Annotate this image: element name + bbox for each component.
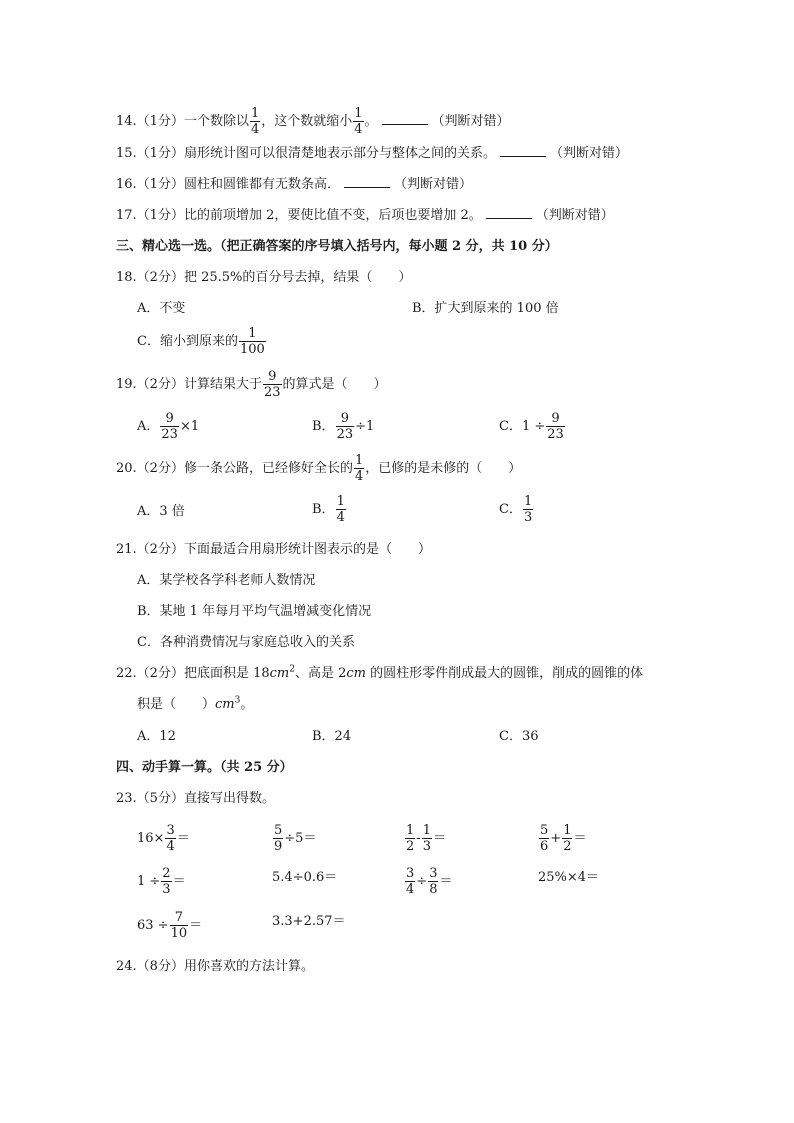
- q19-c-label: C．1 ÷: [499, 419, 546, 434]
- q18-option-a[interactable]: A．不变: [137, 301, 186, 316]
- q23-e4-op: +: [550, 831, 562, 846]
- q22-option-a[interactable]: A．12: [137, 729, 176, 744]
- q21-option-c[interactable]: C．各种消费情况与家庭总收入的关系: [137, 635, 355, 650]
- q19-b-label: B．: [312, 419, 335, 434]
- q19-stem-fraction: $\frac{9}{23}$: [263, 369, 281, 400]
- question-19-stem: [116, 369, 387, 400]
- question-22-line-2: [137, 695, 253, 715]
- q23-e3-op: -: [416, 831, 421, 846]
- q20-option-c[interactable]: [499, 494, 534, 525]
- q23-e5-fraction: $\frac{2}{3}$: [162, 866, 171, 897]
- section-3-heading: 三、精心选一选。（把正确答案的序号填入括号内，每小题 2 分，共 10 分）: [116, 239, 558, 254]
- q22-exp-3: 3: [234, 695, 241, 706]
- q23-expr-6: 5.4÷0.6＝: [272, 870, 338, 885]
- q23-e7-fraction-1: $\frac{3}{4}$: [406, 866, 415, 897]
- q23-e2-post: ÷5＝: [284, 831, 317, 846]
- q20-option-b[interactable]: [312, 494, 347, 525]
- q14-answer-blank[interactable]: [382, 112, 428, 125]
- q23-e4-fraction-2: $\frac{1}{2}$: [563, 823, 572, 854]
- q22-line1-pre: 22.（2分）把底面积是 18: [116, 666, 270, 681]
- q15-answer-blank[interactable]: [500, 144, 546, 157]
- q23-expr-10: 3.3+2.57＝: [272, 914, 346, 929]
- question-20-stem: [116, 453, 521, 484]
- question-23-stem: 23.（5分）直接写出得数。: [116, 791, 275, 806]
- q22-option-b[interactable]: B．24: [312, 729, 352, 744]
- q22-line2-pre: 积是（ ）: [137, 697, 216, 712]
- question-16: [116, 175, 472, 195]
- q20-stem-fraction: $\frac{1}{4}$: [354, 453, 364, 484]
- q14-fraction-2: $\frac{1}{4}$: [354, 106, 363, 137]
- q19-stem-pre: 19.（2分）计算结果大于: [116, 377, 262, 392]
- q23-e7-op: ÷: [416, 874, 428, 889]
- q19-stem-post: 的算式是（ ）: [282, 377, 387, 392]
- question-18-stem: 18.（2分）把 25.5%的百分号去掉，结果（ ）: [116, 270, 412, 285]
- q23-expr-4: [538, 823, 586, 854]
- question-22-line-1: [116, 664, 643, 684]
- q20-b-fraction: $\frac{1}{4}$: [336, 494, 345, 525]
- q16-answer-blank[interactable]: [344, 175, 390, 188]
- q22-exp-2: 2: [289, 664, 295, 675]
- question-24-stem: 24.（8分）用你喜欢的方法计算。: [116, 959, 314, 974]
- q23-e1-pre: 16×: [137, 831, 165, 846]
- q23-e3-eq: ＝: [432, 831, 446, 846]
- q23-expr-1: [137, 823, 190, 854]
- q14-text-pre: 14.（1分）一个数除以: [116, 114, 249, 129]
- q23-e9-pre: 63 ÷: [137, 918, 169, 933]
- q18-option-c-fraction: $\frac{1}{100}$: [239, 326, 265, 357]
- q21-option-a[interactable]: A．某学校各学科老师人数情况: [137, 573, 316, 588]
- q23-expr-3: [404, 823, 446, 854]
- q23-e9-fraction: $\frac{7}{10}$: [170, 910, 188, 941]
- q20-stem-pre: 20.（2分）修一条公路，已经修好全长的: [116, 461, 353, 476]
- q19-option-a[interactable]: [137, 411, 199, 442]
- q23-e3-fraction-2: $\frac{1}{3}$: [422, 823, 431, 854]
- q22-unit-cm: cm: [269, 666, 290, 681]
- q17-judge-label: （判断对错）: [535, 208, 614, 223]
- q19-option-b[interactable]: [312, 411, 374, 442]
- q22-line1-mid: 、高是 2: [294, 666, 347, 681]
- q16-text: 16.（1分）圆柱和圆锥都有无数条高．: [116, 177, 340, 192]
- q23-e7-eq: ＝: [439, 874, 453, 889]
- q23-expr-7: [404, 866, 452, 897]
- q14-text-mid: ，这个数就缩小: [261, 114, 353, 129]
- q23-e1-eq: ＝: [176, 831, 190, 846]
- q23-e4-fraction-1: $\frac{5}{6}$: [540, 823, 549, 854]
- q20-c-label: C．: [499, 502, 522, 517]
- q15-text: 15.（1分）扇形统计图可以很清楚地表示部分与整体之间的关系。: [116, 146, 496, 161]
- q14-fraction-1: $\frac{1}{4}$: [250, 106, 260, 137]
- q18-option-c-label: C．缩小到原来的: [137, 334, 238, 349]
- q21-option-b[interactable]: B．某地 1 年每月平均气温增减变化情况: [137, 604, 372, 619]
- q18-option-b[interactable]: B．扩大到原来的 100 倍: [412, 301, 559, 316]
- q23-expr-5: [137, 866, 186, 897]
- section-4-heading: 四、动手算一算。（共 25 分）: [116, 760, 293, 775]
- q22-unit-cm-2: cm: [346, 666, 366, 681]
- q23-e3-fraction-1: $\frac{1}{2}$: [406, 823, 415, 854]
- q23-expr-2: [272, 823, 316, 854]
- q19-b-fraction: $\frac{9}{23}$: [336, 411, 354, 442]
- q22-line2-post: 。: [240, 697, 254, 712]
- question-14: [116, 106, 510, 137]
- q23-e5-eq: ＝: [172, 874, 186, 889]
- q23-expr-8: 25%×4＝: [538, 870, 600, 885]
- q20-c-fraction: $\frac{1}{3}$: [523, 494, 533, 525]
- q23-expr-9: [137, 910, 202, 941]
- q17-text: 17.（1分）比的前项增加 2，要使比值不变，后项也要增加 2。: [116, 208, 482, 223]
- q20-option-a[interactable]: A．3 倍: [137, 504, 185, 519]
- q23-e9-eq: ＝: [189, 918, 203, 933]
- q22-line1-post: 的圆柱形零件削成最大的圆锥，削成的圆锥的体: [365, 666, 644, 681]
- question-21-stem: 21.（2分）下面最适合用扇形统计图表示的是（ ）: [116, 542, 431, 557]
- q14-judge-label: （判断对错）: [431, 114, 510, 129]
- q22-option-c[interactable]: C．36: [499, 729, 539, 744]
- q14-text-post: 。: [364, 114, 378, 129]
- q16-judge-label: （判断对错）: [393, 177, 472, 192]
- q19-b-post: ÷1: [355, 419, 375, 434]
- q23-e1-fraction: $\frac{3}{4}$: [166, 823, 175, 854]
- q23-e7-fraction-2: $\frac{3}{8}$: [429, 866, 438, 897]
- q19-option-c[interactable]: [499, 411, 566, 442]
- q15-judge-label: （判断对错）: [549, 146, 628, 161]
- q20-stem-post: ，已修的是未修的（ ）: [365, 461, 522, 476]
- q17-answer-blank[interactable]: [486, 206, 532, 219]
- question-17: [116, 206, 614, 226]
- q18-option-c[interactable]: [137, 326, 267, 357]
- q23-e5-pre: 1 ÷: [137, 874, 161, 889]
- q23-e4-eq: ＝: [573, 831, 587, 846]
- q20-b-label: B．: [312, 502, 335, 517]
- question-15: [116, 144, 628, 164]
- q19-c-fraction: $\frac{9}{23}$: [547, 411, 564, 442]
- q19-a-label: A．: [137, 419, 160, 434]
- q23-e2-fraction: $\frac{5}{9}$: [274, 823, 283, 854]
- q19-a-fraction: $\frac{9}{23}$: [161, 411, 178, 442]
- q19-a-post: ×1: [179, 419, 200, 434]
- q22-unit-cm-3: cm: [215, 697, 235, 712]
